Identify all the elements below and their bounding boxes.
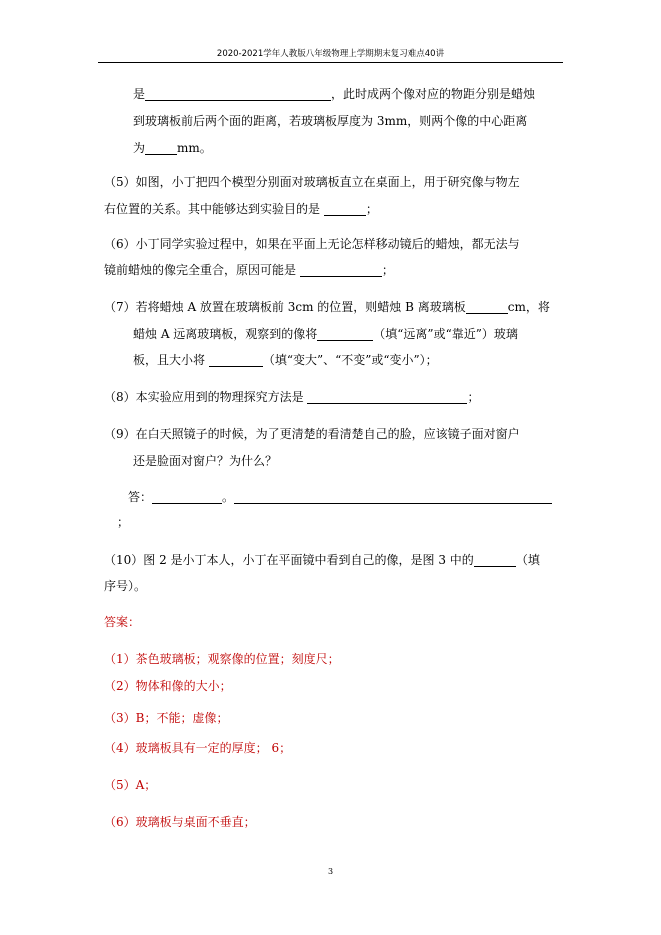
- q4-text: 是: [133, 87, 146, 101]
- q5-text: ；: [365, 202, 378, 216]
- q4-blank-1[interactable]: [145, 88, 331, 101]
- q9-answer-line: [128, 489, 552, 505]
- q4-text: 为: [133, 141, 146, 155]
- q6-line-1: （6）小丁同学实验过程中，如果在平面上无论怎样移动镜后的蜡烛，都无法与: [104, 237, 520, 251]
- q7-text: 蜡烛 A 远离玻璃板，观察到的像将: [133, 327, 318, 341]
- q7-text: cm，将: [507, 300, 550, 314]
- q7-line-2: [133, 326, 518, 342]
- q10-blank[interactable]: [474, 554, 516, 567]
- answer-item: （2）物体和像的大小；: [104, 679, 232, 693]
- q4-line-2: 到玻璃板前后两个面的距离，若玻璃板厚度为 3mm，则两个像的中心距离: [133, 114, 528, 128]
- answers-heading: 答案：: [104, 615, 141, 629]
- q4-text: mm。: [177, 141, 212, 155]
- q4-blank-2[interactable]: [145, 142, 177, 155]
- q7-line-1: [104, 299, 550, 315]
- answer-item: （1）茶色玻璃板；观察像的位置；刻度尺；: [104, 652, 340, 666]
- q7-text: （填“变大”、“不变”或“变小”）；: [262, 353, 438, 367]
- q9-blank-1[interactable]: [152, 491, 222, 504]
- q7-text: （7）若将蜡烛 A 放置在玻璃板前 3cm 的位置，则蜡烛 B 离玻璃板: [104, 300, 466, 314]
- answer-item: （5）A；: [104, 778, 157, 792]
- q9-blank-2[interactable]: [234, 491, 552, 504]
- q4-line-1: [133, 86, 535, 102]
- page-number: 3: [327, 867, 334, 876]
- q5-text: 右位置的关系。其中能够达到实验目的是: [104, 202, 321, 216]
- q6-line-2: [104, 262, 394, 278]
- q8-line-1: [104, 389, 479, 405]
- q7-text: 板，且大小将: [133, 353, 206, 367]
- q9-line-1: （9）在白天照镜子的时候，为了更清楚的看清楚自己的脸，应该镜子面对窗户: [104, 427, 520, 441]
- q9-answer-end: ；: [117, 515, 130, 529]
- answer-item: （6）玻璃板与桌面不垂直；: [104, 815, 256, 829]
- q7-blank-1[interactable]: [466, 301, 508, 314]
- q9-text: 。: [222, 490, 235, 504]
- q10-text: （填: [515, 553, 540, 567]
- q5-blank[interactable]: [324, 203, 366, 216]
- header-title: 2020-2021学年人教版八年级物理上学期期末复习难点40讲: [216, 49, 445, 59]
- q4-line-3: [133, 140, 212, 156]
- q6-text: 镜前蜡烛的像完全重合，原因可能是: [104, 263, 297, 277]
- q5-line-1: （5）如图，小丁把四个模型分别面对玻璃板直立在桌面上，用于研究像与物左: [104, 175, 520, 189]
- q7-blank-2[interactable]: [317, 328, 373, 341]
- header-divider: [98, 62, 563, 63]
- q10-line-2: 序号）。: [104, 579, 147, 593]
- q6-text: ；: [381, 263, 394, 277]
- q7-text: （填“远离”或“靠近”）玻璃: [373, 327, 518, 341]
- q7-blank-3[interactable]: [209, 354, 263, 367]
- q7-line-3: [133, 352, 438, 368]
- q8-blank[interactable]: [307, 391, 467, 404]
- q10-text: （10）图 2 是小丁本人，小丁在平面镜中看到自己的像，是图 3 中的: [104, 553, 474, 567]
- q9-line-2: 还是脸面对窗户？为什么？: [133, 454, 278, 468]
- q9-answer-label: 答：: [128, 490, 153, 504]
- q6-blank[interactable]: [300, 264, 382, 277]
- q8-text: ；: [467, 390, 480, 404]
- q8-text: （8）本实验应用到的物理探究方法是: [104, 390, 304, 404]
- q4-text: ，此时成两个像对应的物距分别是蜡烛: [331, 87, 536, 101]
- answer-item: （3）B；不能；虚像；: [104, 711, 229, 725]
- q5-line-2: [104, 201, 378, 217]
- q10-line-1: [104, 552, 540, 568]
- answer-item: （4）玻璃板具有一定的厚度； 6；: [104, 741, 292, 755]
